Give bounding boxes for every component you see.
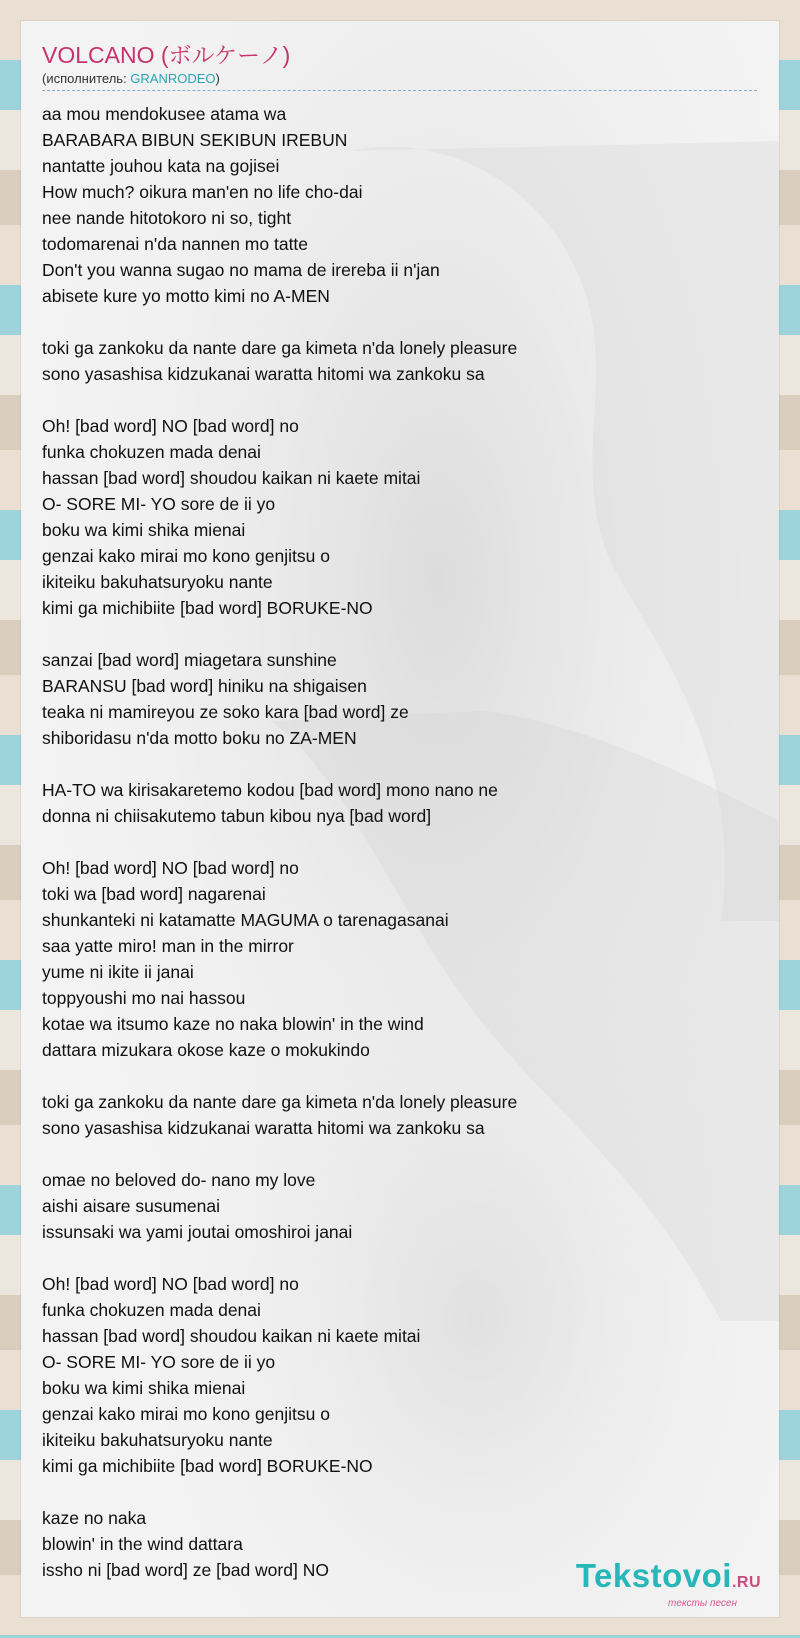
- site-logo[interactable]: [576, 1559, 761, 1609]
- lyric-line: nee nande hitotokoro ni so, tight: [42, 208, 292, 228]
- stanza-break: [42, 309, 757, 335]
- lyric-line: toppyoushi mo nai hassou: [42, 988, 246, 1008]
- lyric-line: kimi ga michibiite [bad word] BORUKE-NO: [42, 598, 373, 618]
- lyric-line: genzai kako mirai mo kono genjitsu o: [42, 1404, 330, 1424]
- stanza-break: [42, 1141, 757, 1167]
- performer-label: (исполнитель:: [42, 71, 131, 86]
- stanza-break: [42, 751, 757, 777]
- lyric-line: teaka ni mamireyou ze soko kara [bad word] ze: [42, 702, 409, 722]
- lyric-line: kotae wa itsumo kaze no naka blowin' in the wind: [42, 1014, 424, 1034]
- lyric-line: sono yasashisa kidzukanai waratta hitomi wa zankoku sa: [42, 364, 485, 384]
- lyric-line: abisete kure yo motto kimi no A-MEN: [42, 286, 330, 306]
- logo-main-text: Tekstovoi: [575, 1557, 732, 1594]
- lyric-line: toki wa [bad word] nagarenai: [42, 884, 266, 904]
- performer-line: [42, 70, 757, 88]
- lyric-line: boku wa kimi shika mienai: [42, 1378, 246, 1398]
- lyrics-text: [42, 101, 757, 1583]
- lyric-line: funka chokuzen mada denai: [42, 442, 261, 462]
- stanza-break: [42, 1479, 757, 1505]
- lyric-line: HA-TO wa kirisakaretemo kodou [bad word] mono nano ne: [42, 780, 498, 800]
- lyric-line: toki ga zankoku da nante dare ga kimeta n'da lonely pleasure: [42, 338, 518, 358]
- lyric-line: issunsaki wa yami joutai omoshiroi janai: [42, 1222, 353, 1242]
- lyric-line: hassan [bad word] shoudou kaikan ni kaete mitai: [42, 1326, 421, 1346]
- stanza-break: [42, 387, 757, 413]
- lyric-line: kimi ga michibiite [bad word] BORUKE-NO: [42, 1456, 373, 1476]
- lyric-line: saa yatte miro! man in the mirror: [42, 936, 294, 956]
- lyrics-content: [42, 41, 757, 1583]
- lyric-line: funka chokuzen mada denai: [42, 1300, 261, 1320]
- lyric-line: O- SORE MI- YO sore de ii yo: [42, 1352, 276, 1372]
- song-title: VOLCANO (ボルケーノ): [42, 42, 291, 68]
- lyric-line: shunkanteki ni katamatte MAGUMA o tarenagasanai: [42, 910, 449, 930]
- lyric-line: aa mou mendokusee atama wa: [42, 104, 287, 124]
- lyric-line: toki ga zankoku da nante dare ga kimeta n'da lonely pleasure: [42, 1092, 518, 1112]
- lyric-line: ikiteiku bakuhatsuryoku nante: [42, 1430, 273, 1450]
- lyric-line: dattara mizukara okose kaze o mokukindo: [42, 1040, 370, 1060]
- lyrics-card: [21, 21, 779, 1617]
- lyric-line: aishi aisare susumenai: [42, 1196, 221, 1216]
- lyric-line: boku wa kimi shika mienai: [42, 520, 246, 540]
- lyric-line: ikiteiku bakuhatsuryoku nante: [42, 572, 273, 592]
- lyric-line: kaze no naka: [42, 1508, 147, 1528]
- lyric-line: blowin' in the wind dattara: [42, 1534, 243, 1554]
- lyric-line: yume ni ikite ii janai: [42, 962, 194, 982]
- stanza-break: [42, 829, 757, 855]
- lyric-line: sono yasashisa kidzukanai waratta hitomi wa zankoku sa: [42, 1118, 485, 1138]
- lyric-line: Oh! [bad word] NO [bad word] no: [42, 416, 299, 436]
- lyric-line: How much? oikura man'en no life cho-dai: [42, 182, 363, 202]
- logo-suffix: .RU: [731, 1574, 761, 1591]
- performer-link[interactable]: GRANRODEO: [130, 71, 216, 86]
- lyric-line: BARABARA BIBUN SEKIBUN IREBUN: [42, 130, 348, 150]
- stanza-break: [42, 1245, 757, 1271]
- lyric-line: genzai kako mirai mo kono genjitsu o: [42, 546, 330, 566]
- lyric-line: Oh! [bad word] NO [bad word] no: [42, 1274, 299, 1294]
- lyric-line: hassan [bad word] shoudou kaikan ni kaete mitai: [42, 468, 421, 488]
- lyric-line: O- SORE MI- YO sore de ii yo: [42, 494, 276, 514]
- lyric-line: BARANSU [bad word] hiniku na shigaisen: [42, 676, 367, 696]
- lyric-line: issho ni [bad word] ze [bad word] NO: [42, 1560, 329, 1580]
- lyric-line: todomarenai n'da nannen mo tatte: [42, 234, 309, 254]
- performer-close: ): [215, 71, 220, 86]
- lyric-line: nantatte jouhou kata na gojisei: [42, 156, 280, 176]
- lyric-line: sanzai [bad word] miagetara sunshine: [42, 650, 337, 670]
- lyric-line: donna ni chiisakutemo tabun kibou nya [bad word]: [42, 806, 432, 826]
- lyric-line: omae no beloved do- nano my love: [42, 1170, 316, 1190]
- logo-tagline: тексты песен: [668, 1598, 737, 1609]
- lyric-line: Don't you wanna sugao no mama de irereba ii n'jan: [42, 260, 440, 280]
- stanza-break: [42, 621, 757, 647]
- lyric-line: shiboridasu n'da motto boku no ZA-MEN: [42, 728, 357, 748]
- title-divider: [42, 90, 757, 91]
- lyric-line: Oh! [bad word] NO [bad word] no: [42, 858, 299, 878]
- stanza-break: [42, 1063, 757, 1089]
